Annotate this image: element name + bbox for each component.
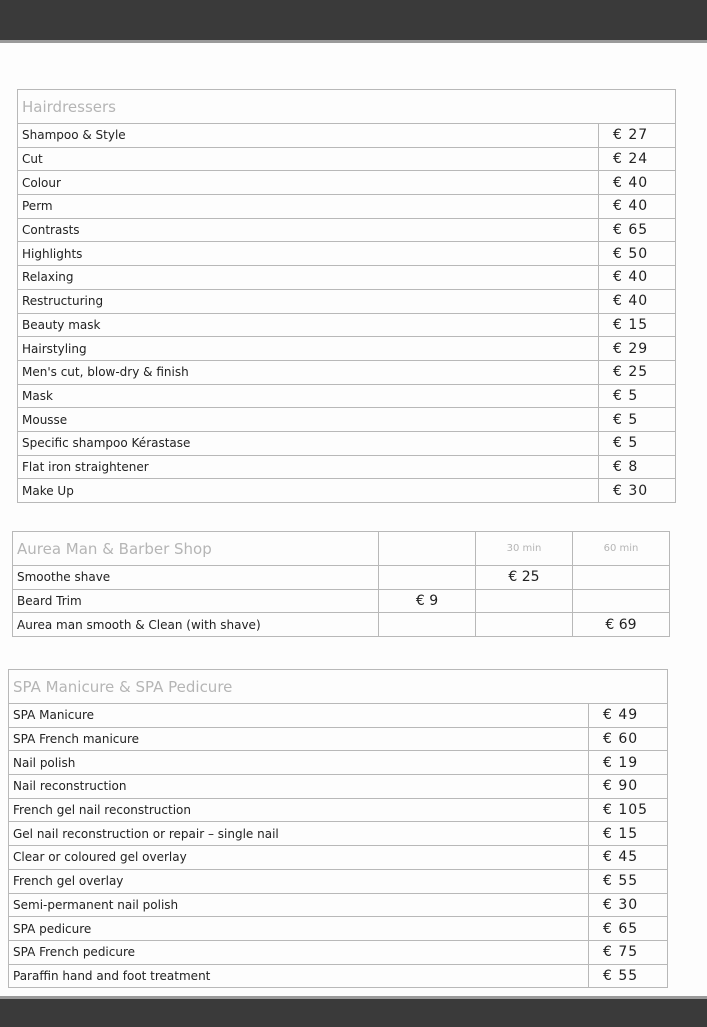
column-header (379, 532, 476, 566)
column-header: 30 min (476, 532, 573, 566)
service-price: € 40 (599, 266, 676, 290)
service-price: € 5 (599, 431, 676, 455)
service-name: Nail reconstruction (9, 775, 589, 799)
service-name: Aurea man smooth & Clean (with shave) (13, 613, 379, 637)
service-name: Make Up (18, 479, 599, 503)
service-price: € 55 (589, 964, 668, 988)
service-name: SPA pedicure (9, 917, 589, 941)
table-row (9, 727, 668, 751)
table-row (9, 964, 668, 988)
service-name: Highlights (18, 242, 599, 266)
service-price: € 40 (599, 195, 676, 219)
table-row (9, 704, 668, 728)
table-row (18, 124, 676, 148)
service-price: € 49 (589, 704, 668, 728)
service-price: € 24 (599, 147, 676, 171)
service-price: € 15 (589, 822, 668, 846)
service-name: Contrasts (18, 218, 599, 242)
table-row (18, 289, 676, 313)
service-price: € 90 (589, 775, 668, 799)
table-row (18, 431, 676, 455)
service-name: Semi-permanent nail polish (9, 893, 589, 917)
service-price: € 45 (589, 846, 668, 870)
service-price (476, 589, 573, 613)
service-name: Gel nail reconstruction or repair – single nail (9, 822, 589, 846)
service-price: € 29 (599, 337, 676, 361)
table-row (18, 313, 676, 337)
service-name: SPA French manicure (9, 727, 589, 751)
table-row (9, 869, 668, 893)
service-price: € 50 (599, 242, 676, 266)
table-row (9, 846, 668, 870)
service-price: € 65 (599, 218, 676, 242)
table-row (13, 589, 670, 613)
table-row (9, 798, 668, 822)
table-row (18, 384, 676, 408)
service-price: € 40 (599, 289, 676, 313)
service-name: Men's cut, blow-dry & finish (18, 360, 599, 384)
service-name: Mask (18, 384, 599, 408)
table-row (18, 266, 676, 290)
service-price: € 9 (379, 589, 476, 613)
service-name: Beauty mask (18, 313, 599, 337)
table-row (18, 360, 676, 384)
table-row (9, 751, 668, 775)
table-row (9, 775, 668, 799)
service-price (573, 589, 670, 613)
table-row (13, 613, 670, 637)
table-row (18, 147, 676, 171)
table-row (13, 566, 670, 590)
service-price: € 55 (589, 869, 668, 893)
barber-table (12, 531, 670, 637)
table-row (18, 242, 676, 266)
service-name: Paraffin hand and foot treatment (9, 964, 589, 988)
service-price (379, 566, 476, 590)
section-title: Hairdressers (18, 90, 676, 124)
service-name: Relaxing (18, 266, 599, 290)
hairdressers-table (17, 89, 676, 503)
service-name: Perm (18, 195, 599, 219)
table-row (18, 218, 676, 242)
service-price: € 8 (599, 455, 676, 479)
service-name: Beard Trim (13, 589, 379, 613)
table-row (18, 337, 676, 361)
service-price: € 5 (599, 408, 676, 432)
service-price: € 65 (589, 917, 668, 941)
service-price: € 69 (573, 613, 670, 637)
service-price (476, 613, 573, 637)
service-name: Flat iron straightener (18, 455, 599, 479)
service-price: € 75 (589, 940, 668, 964)
service-price (379, 613, 476, 637)
section-title: Aurea Man & Barber Shop (13, 532, 379, 566)
service-price: € 30 (589, 893, 668, 917)
service-name: Shampoo & Style (18, 124, 599, 148)
column-header: 60 min (573, 532, 670, 566)
service-name: Specific shampoo Kérastase (18, 431, 599, 455)
service-price: € 105 (589, 798, 668, 822)
service-name: Hairstyling (18, 337, 599, 361)
service-price: € 25 (599, 360, 676, 384)
bottom-page-edge (0, 996, 707, 1027)
table-row (9, 893, 668, 917)
section-title: SPA Manicure & SPA Pedicure (9, 670, 668, 704)
service-price: € 15 (599, 313, 676, 337)
service-name: Cut (18, 147, 599, 171)
table-row (9, 822, 668, 846)
service-price: € 25 (476, 566, 573, 590)
service-price: € 5 (599, 384, 676, 408)
service-price: € 19 (589, 751, 668, 775)
table-row (9, 940, 668, 964)
service-name: Colour (18, 171, 599, 195)
service-price: € 60 (589, 727, 668, 751)
service-name: Clear or coloured gel overlay (9, 846, 589, 870)
service-name: French gel nail reconstruction (9, 798, 589, 822)
table-row (18, 408, 676, 432)
table-row (18, 479, 676, 503)
service-price: € 27 (599, 124, 676, 148)
table-row (9, 917, 668, 941)
service-name: Mousse (18, 408, 599, 432)
service-name: French gel overlay (9, 869, 589, 893)
top-page-edge (0, 0, 707, 43)
table-row (18, 455, 676, 479)
table-row (18, 171, 676, 195)
service-price (573, 566, 670, 590)
service-price: € 40 (599, 171, 676, 195)
service-name: Nail polish (9, 751, 589, 775)
table-row (18, 195, 676, 219)
spa-table (8, 669, 668, 988)
service-name: Restructuring (18, 289, 599, 313)
service-price: € 30 (599, 479, 676, 503)
service-name: SPA Manicure (9, 704, 589, 728)
service-name: Smoothe shave (13, 566, 379, 590)
service-name: SPA French pedicure (9, 940, 589, 964)
